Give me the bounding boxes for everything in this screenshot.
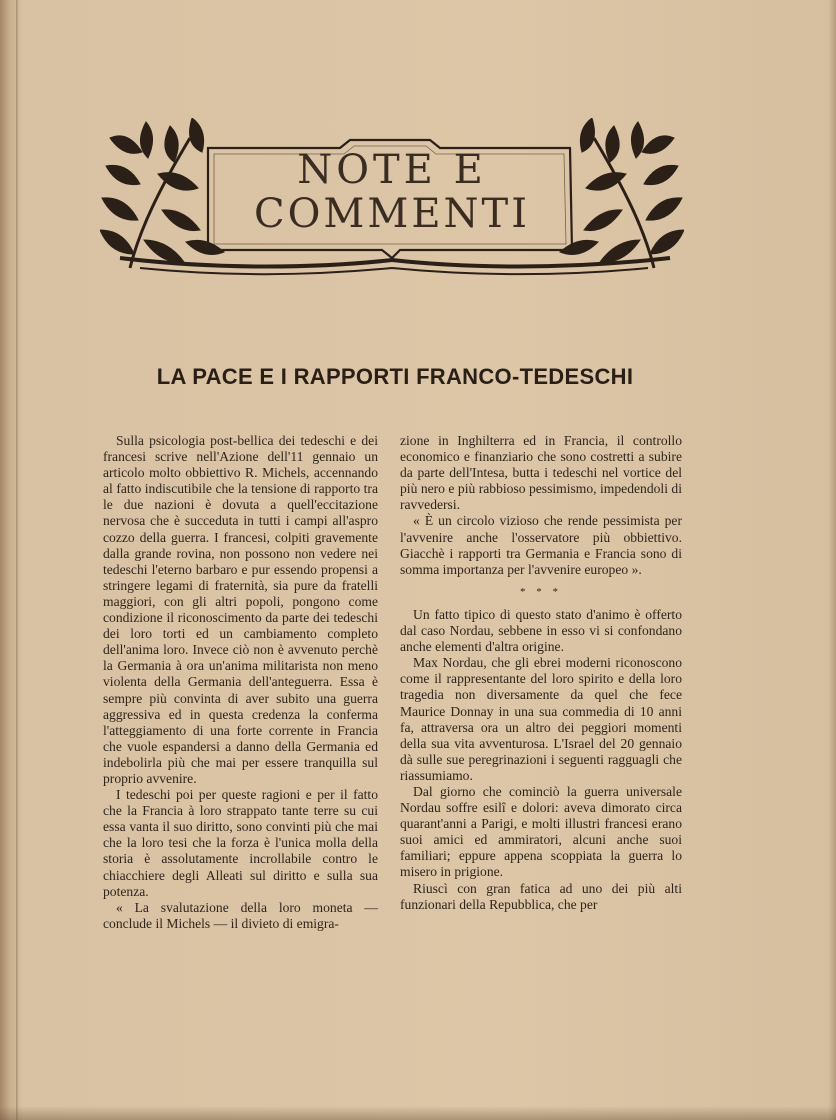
section-title: [212, 148, 572, 236]
paragraph: « È un circolo vizioso che rende pessimista per l'avvenire anche l'osservatore più obbiettivo. Giacchè i rapporti tra Germania e Francia sono di somma importanza per l'avvenire europeo ».: [400, 513, 682, 577]
paragraph: zione in Inghilterra ed in Francia, il controllo economico e finanziario che sono costretti a subire da parte dell'Intesa, butta i tedeschi nel vortice del più nero e più rabbioso pessimismo, impedendoli di ravvedersi.: [400, 433, 682, 513]
paragraph: I tedeschi poi per queste ragioni e per il fatto che la Francia à loro strappato tante terre su cui essa vanta il suo diritto, sono convinti più che mai che la loro tesi che la forza è l'unica molla della storia è assolutamente incrollabile contro le chiacchiere degli Alleati sul diritto e sulla sua potenza.: [103, 787, 378, 899]
paragraph: Max Nordau, che gli ebrei moderni riconoscono come il rappresentante del loro spirito e della loro tragedia non diversamente da quel che fece Maurice Donnay in una sua commedia di 10 anni fa, attraversa ora un altro dei peggiori momenti della sua vita avventurosa. L'Israel del 20 gennaio dà sulle sue peregrinazioni i seguenti ragguagli che riassumiamo.: [400, 655, 682, 783]
paragraph: Sulla psicologia post-bellica dei tedeschi e dei francesi scrive nell'Azione dell'11 gennaio un articolo molto obbiettivo R. Michels, accennando al fatto indiscutibile che la tensione di rapporto tra le due nazioni è dovuta a quell'eccitazione nervosa che è succeduta in tutti i campi all'aspro cozzo della guerra. I francesi, colpiti gravemente dalla grande rovina, non possono non vedere nei tedeschi l'eterno barbaro e pur essendo propensi a stringere legami di fraternità, sia pure da fratelli maggiori, con gli altri popoli, pongono come condizione il riconoscimento da parte dei tedeschi dei loro torti ed un cambiamento completo dell'anima loro. Invece ciò non è avvenuto perchè la Germania à ora un'anima militarista non meno violenta della Germania dell'anteguerra. Essa è sempre più convinta di aver subito una guerra aggressiva ed in questa credenza la conferma l'atteggiamento di una forte corrente in Francia che vuole espandersi a danno della Germania ed indebolirla più che mai per essere tranquilla sul proprio avvenire.: [103, 433, 378, 786]
article-title: LA PACE E I RAPPORTI FRANCO-TEDESCHI: [156, 364, 634, 389]
binding-fold: [16, 0, 19, 1120]
section-title-line1: NOTE E: [297, 147, 487, 193]
left-column: [103, 433, 378, 932]
paragraph: Un fatto tipico di questo stato d'animo è offerto dal caso Nordau, sebbene in esso vi si confondano anche elementi d'altra origine.: [400, 606, 682, 655]
right-column: [400, 433, 682, 913]
paragraph: Dal giorno che cominciò la guerra universale Nordau soffre esilî e dolori: aveva dimorato circa quarant'anni a Parigi, e molti illustri francesi erano suoi amici ed ammiratori, alcuni anche suoi familiari; eppure appena scoppiata la guerra lo misero in prigione.: [400, 783, 682, 880]
section-title-line2: COMMENTI: [254, 191, 530, 237]
page-bottom-edge: [0, 1106, 836, 1120]
paragraph: « La svalutazione della loro moneta — conclude il Michels — il divieto di emigra-: [103, 899, 378, 931]
section-separator: * * *: [520, 585, 562, 598]
paragraph: Riuscì con gran fatica ad uno dei più alti funzionari della Repubblica, che per: [400, 880, 682, 912]
page-edge-shadow: [828, 0, 836, 1120]
